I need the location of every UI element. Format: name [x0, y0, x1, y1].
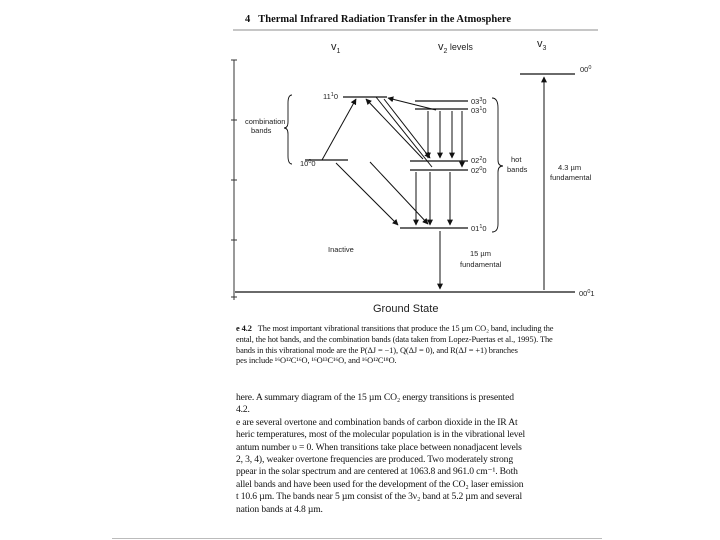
body-line: here. A summary diagram of the 15 µm CO₂ energy transitions is presented [236, 392, 514, 403]
annotation-hot: hot [511, 155, 522, 164]
caption-line: bands in this vibrational mode are the P(ΔJ = −1), Q(ΔJ = 0), and R(ΔJ = +1) branches [236, 345, 518, 355]
body-line: e are several overtone and combination bands of carbon dioxide in the IR At [236, 416, 518, 428]
annotation-15um: 15 µm [470, 249, 491, 258]
label-00-top: $00^0$ [580, 65, 592, 74]
arrow-combination-3 [366, 99, 423, 159]
body-line: 4.2. [236, 404, 250, 416]
chapter-title: Thermal Infrared Radiation Transfer in the Atmosphere [258, 14, 512, 25]
arrow-combination-7 [370, 162, 428, 224]
caption-line: pes include ¹⁶O¹²C¹⁶O, ¹⁶O¹³C¹⁶O, and ¹⁶O¹²C¹⁸O. [236, 356, 397, 366]
combination-bands-bracket [284, 95, 292, 164]
label-0220: $02^20$ [471, 156, 487, 165]
arrow-combination-4 [376, 97, 432, 167]
page-number: 4 [245, 14, 251, 25]
body-line: heric temperatures, most of the molecular population is in the vibrational level [236, 429, 526, 441]
mode-label-v3: $v_3$ [537, 38, 547, 52]
body-line: t 10.6 µm. The bands near 5 µm consist of the 3ν₂ band at 5.2 µm and several [236, 491, 523, 503]
annotation-43um-fundamental: fundamental [550, 173, 592, 182]
annotation-combination: combination [245, 117, 286, 126]
figure-caption [236, 324, 598, 367]
arrow-combination-1 [322, 99, 356, 160]
label-1110: $11^10$ [323, 92, 339, 101]
body-line: 2, 3, 4), weaker overtone frequencies are produced. Two moderately strong [236, 454, 513, 466]
slide-bottom-rule [112, 538, 602, 539]
arrow-combination-6 [336, 163, 398, 225]
body-line: nation bands at 4.8 µm. [236, 503, 323, 515]
label-0330: $03^30$ [471, 97, 487, 106]
arrow-combination-5 [388, 98, 436, 110]
body-line: allel bands and have been used for the development of the CO₂ laser emission [236, 478, 524, 490]
ground-state-label: Ground State [373, 303, 439, 315]
annotation-15um-fundamental: fundamental [460, 260, 502, 269]
label-1000: $10^00$ [300, 159, 316, 168]
mode-label-v2-levels: $v_2$ levels [438, 41, 473, 55]
annotation-inactive: Inactive [328, 245, 354, 254]
annotation-hot-bands: bands [507, 165, 528, 174]
body-text [236, 392, 598, 516]
annotation-combination-bands: bands [251, 126, 272, 135]
label-0110: $01^10$ [471, 224, 487, 233]
body-line: ppear in the solar spectrum and are centered at 1063.8 and 961.0 cm⁻¹. Both [236, 466, 518, 478]
body-line: antum number υ = 0. When transitions take place between nonadjacent levels [236, 441, 522, 453]
caption-label: e 4.2 [236, 324, 252, 333]
caption-line: ental, the hot bands, and the combination bands (data taken from Lopez-Puertas et al., 1995). The [236, 334, 553, 344]
caption-line: e 4.2 The most important vibrational transitions that produce the 15 µm CO₂ band, including the [236, 324, 554, 333]
arrow-combination-2 [384, 99, 430, 158]
hot-bands-bracket [492, 98, 503, 232]
label-0200: $02^00$ [471, 166, 487, 175]
label-0310: $03^10$ [471, 106, 487, 115]
label-00-ground: $00^01$ [579, 289, 595, 298]
mode-label-v1: $v_1$ [331, 41, 341, 55]
annotation-43um: 4.3 µm [558, 163, 582, 172]
